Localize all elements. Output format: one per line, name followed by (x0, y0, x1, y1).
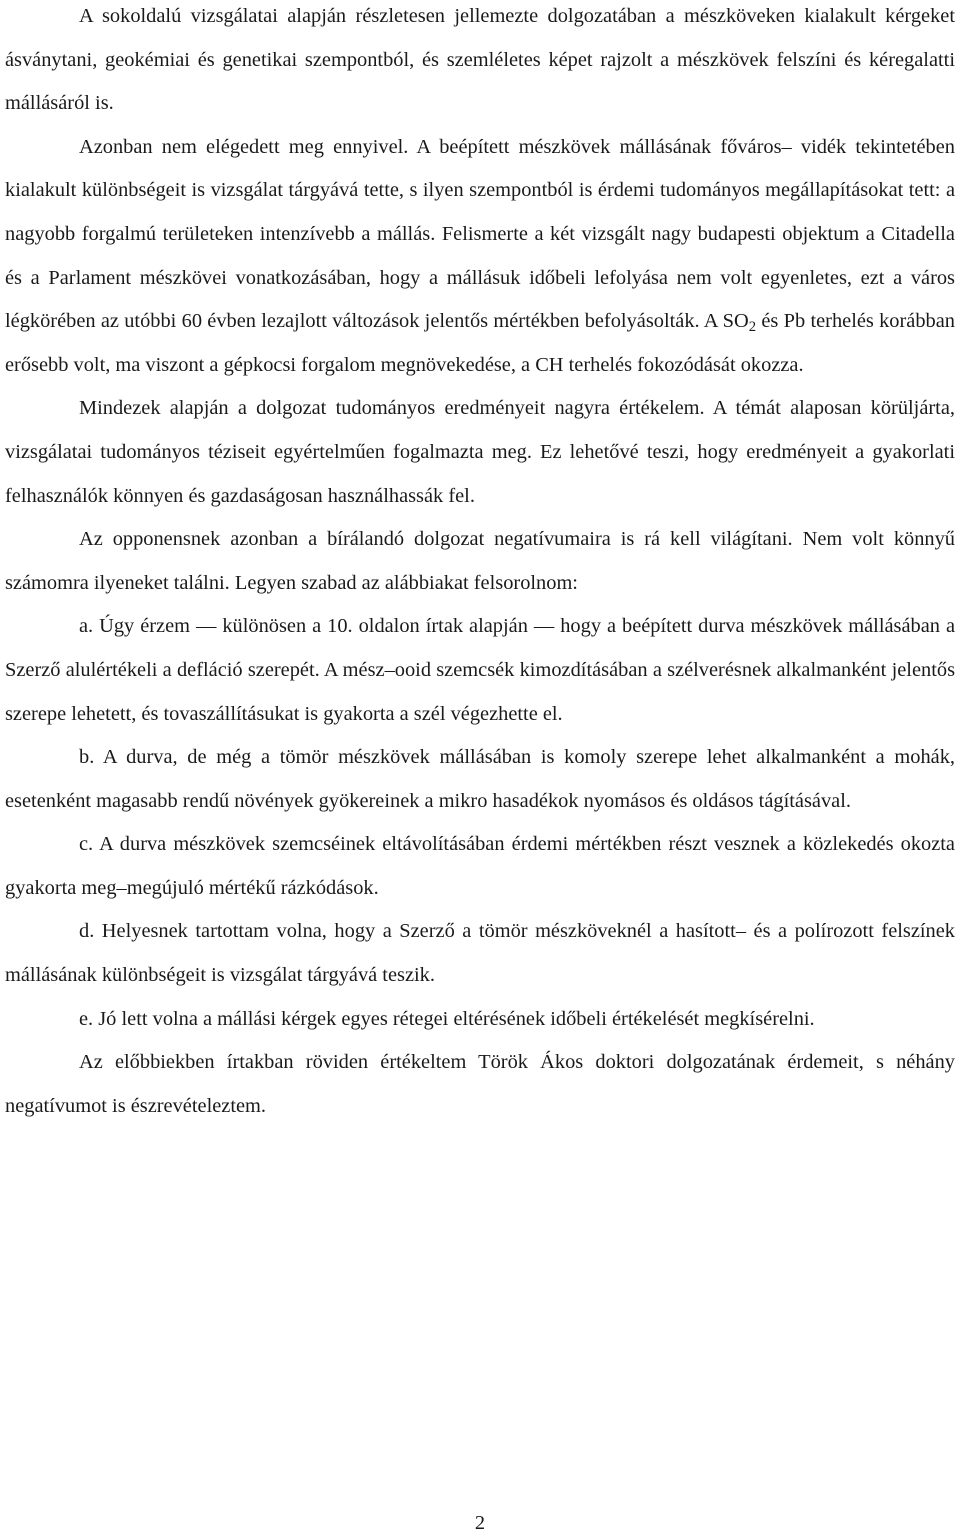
list-item-e: e. Jó lett volna a mállási kérgek egyes rétegei eltérésének időbeli értékelését megkísérelni. (79, 1007, 815, 1030)
paragraph-weathering-findings (5, 126, 955, 388)
paragraph-conclusion: Az előbbiekben írtakban röviden értékeltem Török Ákos doktori dolgozatának érdemeit, s néhány negatívumot is észrevételeztem. (5, 1051, 955, 1117)
paragraph-opponent-intro: Az opponensnek azonban a bírálandó dolgozat negatívumaira is rá kell világítani. Nem volt könnyű számomra ilyeneket találni. Legyen szabad az alábbiakat felsorolnom: (5, 528, 955, 594)
list-item-c: c. A durva mészkövek szemcséinek eltávolításában érdemi mértékben részt vesznek a közlekedés okozta gyakorta meg–megújuló mértékű rázkódások. (5, 833, 955, 899)
so2-formula: $SO_2$ (722, 310, 757, 336)
page-number: 2 (474, 1512, 486, 1534)
paragraph-evaluation: Mindezek alapján a dolgozat tudományos eredményeit nagyra értékelem. A témát alaposan körüljárta, vizsgálatai tudományos téziseit egyértelműen fogalmazta meg. Ez lehetővé teszi, hogy eredményeit a gyakorlati felhasználók könnyen és gazdaságosan használhassák fel. (5, 397, 955, 507)
paragraph-analysis-summary: A sokoldalú vizsgálatai alapján részletesen jellemezte dolgozatában a mészköveken kialakult kérgeket ásványtani, geokémiai és genetikai szempontból, és szemléletes képet rajzolt a mészkövek felszíni és kéregalatti mállásáról is. (5, 5, 955, 115)
paragraph-weathering-text: Azonban nem elégedett meg ennyivel. A beépített mészkövek mállásának főváros– vidék tekintetében kialakult különbségeit is vizsgálat tárgyává tette, s ilyen szempontból is érdemi tudományos megállapításokat tett: a nagyobb forgalmú területeken intenzívebb a mállás. Felismerte a két vizsgált nagy budapesti objektum a Citadella és a Parlament mészkövei vonatkozásában, hogy a mállásuk időbeli lefolyása nem volt egyenletes, ezt a város légkörében az utóbbi 60 évben lezajlott változások jelentős mértékben befolyásolták. A (5, 135, 955, 333)
list-item-a: a. Úgy érzem — különösen a 10. oldalon írtak alapján — hogy a beépített durva mészkövek mállásában a Szerző alulértékeli a defláció szerepét. A mész–ooid szemcsék kimozdításában a szélverésnek alkalmanként jelentős szerepe lehetett, és tovaszállításukat is gyakorta a szél végezhette el. (5, 615, 955, 725)
list-item-d: d. Helyesnek tartottam volna, hogy a Szerző a tömör mészköveknél a hasított– és a polírozott felszínek mállásának különbségeit is vizsgálat tárgyává teszik. (5, 920, 955, 987)
list-item-b: b. A durva, de még a tömör mészkövek mállásában is komoly szerepe lehet alkalmanként a mohák, esetenként magasabb rendű növények gyökereinek a mikro hasadékok nyomásos és oldásos tágításával. (5, 746, 955, 812)
document-body (5, 0, 955, 1128)
paragraph-weathering-continuation: és Pb terhelés korábban erősebb volt, ma viszont a gépkocsi forgalom megnövekedése, a CH terhelés fokozódását okozza. (5, 310, 955, 376)
